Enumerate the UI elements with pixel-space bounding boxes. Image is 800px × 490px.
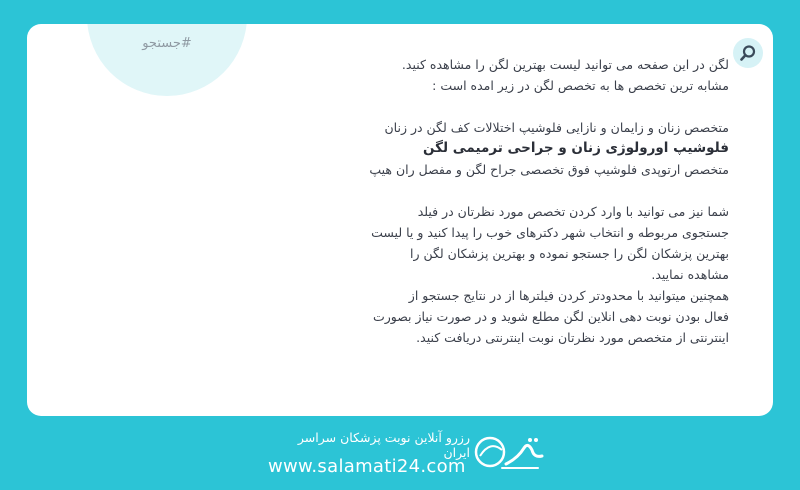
search-icon [739,44,757,62]
footer-tagline: رزرو آنلاین نوبت پزشکان سراسر ایران [297,430,470,460]
intro-line-1: لگن در این صفحه می توانید لیست بهترین لگن را مشاهده کنید. [401,57,729,72]
help-line-7: اینترنتی از متخصص مورد نظرتان نوبت اینترنتی دریافت کنید. [416,330,729,345]
related-specialty-1: متخصص زنان و زایمان و نازایی فلوشیپ اختلالات کف لگن در زنان [384,120,729,135]
help-line-4: مشاهده نمایید. [651,267,729,282]
description-text [129,54,729,348]
help-line-6: فعال بودن نوبت دهی انلاین لگن مطلع شوید و در صورت نیاز بصورت [372,309,729,324]
search-button[interactable] [733,38,763,68]
help-line-3: بهترین پزشکان لگن را جستجو نموده و بهترین پزشکان لگن را [410,246,729,261]
salamati-logo [472,428,544,480]
help-line-5: همچنین میتوانید با محدودتر کردن فیلترها از در نتایج جستجو از [408,288,729,303]
search-tag[interactable]: #جستجو [142,36,192,51]
content-card [27,24,773,416]
help-line-1: شما نیز می توانید با وارد کردن تخصص مورد نظرتان در فیلد [417,204,729,219]
footer-url[interactable]: www.salamati24.com [268,456,466,477]
related-specialty-3: متخصص ارتوپدی فلوشیپ فوق تخصصی جراح لگن و مفصل ران هیپ [369,162,729,177]
related-specialty-2: فلوشیپ اورولوژی زنان و جراحی ترمیمی لگن [422,140,729,156]
intro-line-2: مشابه ترین تخصص ها به تخصص لگن در زیر امده است : [432,78,729,93]
help-line-2: جستجوی مربوطه و انتخاب شهر دکترهای خوب را پیدا کنید و یا لیست [371,225,729,240]
